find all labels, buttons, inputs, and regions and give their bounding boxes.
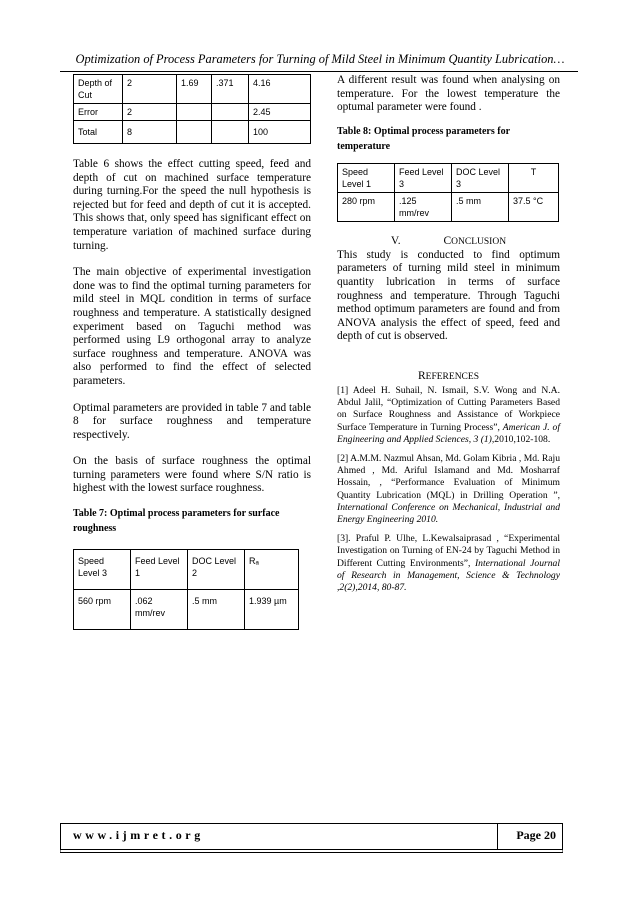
table-cell: 280 rpm [338,192,395,221]
table-cell: .062 mm/rev [131,590,188,630]
table-caption: Table 8: Optimal process parameters for temperature [337,125,510,152]
header-rule [60,71,578,72]
paragraph: This study is conducted to find optimum parameters of turning mild steel in minimum quantity lubrication in terms of surface roughness and temperature. Through Taguchi method optimum parameters are found and from ANOVA analysis the effect of speed, feed and depth of cut is observed. [337,248,560,343]
table-cell: Error [74,104,123,121]
table-cell: 2 [123,75,177,104]
list-item: [1] Adeel H. Suhail, N. Ismail, S.V. Wong and N.A. Abdul Jalil, “Optimization of Cutting Parameters Based on Surface Roughness and Assistance of Workpiece Surface Temperature in Turning Process”, American J. of Engineering and Applied Sciences, 3 (1),2010,102-108. [337,384,560,445]
table-cell: Speed Level 3 [74,550,131,590]
table-row [338,192,559,221]
table-row [338,163,559,192]
table-cell: 4.16 [249,75,311,104]
journal-url[interactable]: www.ijmret.org [73,828,204,842]
table-8 [337,163,559,222]
section-number: V. [390,234,401,247]
table-cell: Rₐ [245,550,299,590]
section-title-initial: R [418,369,426,382]
reference-list [337,385,560,594]
footer-divider [497,824,498,849]
anova-table [73,74,311,144]
table-cell: 2.45 [249,104,311,121]
table-row [74,104,311,121]
list-item: [3]. Praful P. Ulhe, L.Kewalsaiprasad , “Experimental Investigation on Turning of EN-24 by Taguchi Method in Different Cutting Environments”, International Journal of Research in Management, Science & Technology ,2(2),2014, 80-87. [337,533,560,593]
page-footer [60,823,563,853]
table-cell: 100 [249,121,311,144]
left-column [73,74,311,630]
table-cell: 37.5 °C [509,192,559,221]
table-cell: 2 [123,104,177,121]
section-title-rest: ONCLUSION [451,236,507,247]
table-cell: .5 mm [188,590,245,630]
table-row [74,75,311,104]
table-cell: 560 rpm [74,590,131,630]
running-header: Optimization of Process Parameters for Turning of Mild Steel in Minimum Quantity Lubrication… [75,52,565,66]
paragraph: A different result was found when analysing on temperature. For the lowest temperature the optumal parameter were found . [337,74,560,114]
table-row [74,121,311,144]
table-cell: T [509,163,559,192]
table-cell [212,104,249,121]
table-cell [212,121,249,144]
paragraph: On the basis of surface roughness the optimal turning parameters were found where S/N ratio is highest with the lowest surface roughness. [73,455,311,495]
section-title-rest: EFERENCES [425,371,479,382]
table-cell: Total [74,121,123,144]
table-7 [73,549,299,630]
table-row [74,550,299,590]
list-item: [2] A.M.M. Nazmul Ahsan, Md. Golam Kibria , Md. Raju Ahmed , Md. Ariful Islamand and Md. Mosharraf Hossain, , “Performance Evaluation of Minimum Quantity Lubrication (MQL) in Drilling Operation ”, International Conference on Mechanical, Industrial and Energy Engineering 2010. [337,452,560,525]
table-cell: 1.69 [177,75,212,104]
table-cell: DOC Level 3 [452,163,509,192]
table-cell: Feed Level 1 [131,550,188,590]
paragraph: Table 6 shows the effect cutting speed, feed and depth of cut on machined surface temperature during turning.For the speed the null hypothesis is rejected but for feed and depth of cut it is accepted. This shows that, only speed has significant effect on temperature variation of machined surface during turning. [73,158,311,252]
table-caption: Table 7: Optimal process parameters for surface roughness [73,508,280,535]
table-cell: 8 [123,121,177,144]
right-column [337,74,560,594]
table-cell: Speed Level 1 [338,163,395,192]
table-cell: 1.939 µm [245,590,299,630]
paragraph: The main objective of experimental investigation done was to find the optimal turning parameters for mild steel in MQL condition in terms of surface roughness and temperature. A statistically designed experiment based on Taguchi method was performed using L9 orthogonal array to analyze surface roughness and temperature. ANOVA was also performed to find the effect of selected parameters. [73,266,311,387]
conclusion-heading [337,235,560,247]
section-title-initial: C [443,234,452,247]
table-cell: DOC Level 2 [188,550,245,590]
table-cell: .125 mm/rev [395,192,452,221]
table-cell: .371 [212,75,249,104]
references-heading [337,370,560,382]
page-number: Page 20 [516,828,556,842]
table-cell [177,121,212,144]
paragraph: Optimal parameters are provided in table 7 and table 8 for surface roughness and temperature respectively. [73,401,311,441]
table-cell: Feed Level 3 [395,163,452,192]
table-row [74,590,299,630]
table-cell: .5 mm [452,192,509,221]
table-cell [177,104,212,121]
table-cell: Depth of Cut [74,75,123,104]
